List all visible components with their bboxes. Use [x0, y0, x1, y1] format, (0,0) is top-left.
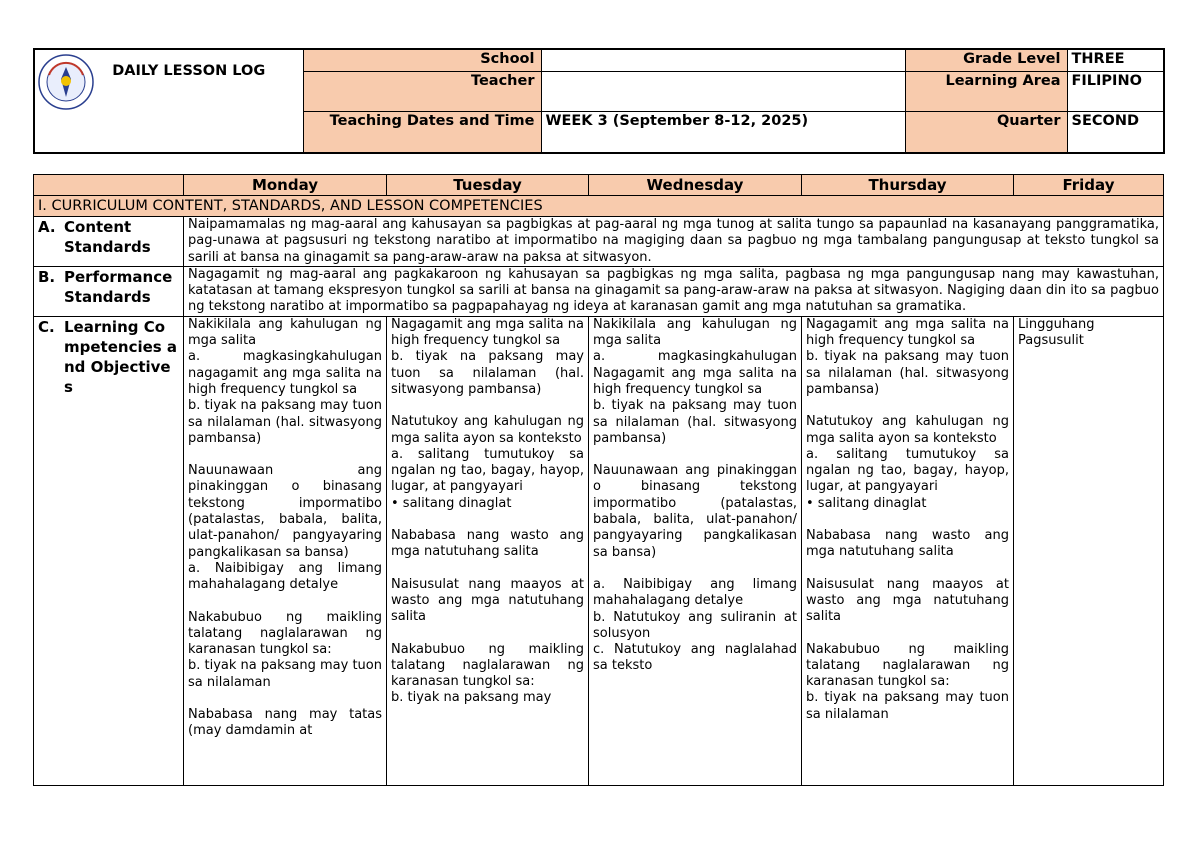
performance-standards-label: Performance Standards [64, 267, 173, 306]
page-title: DAILY LESSON LOG [112, 63, 266, 79]
competency-line: b. tiyak na paksang may [391, 690, 552, 706]
competency-line: a. Naibibigay ang limang mahahalagang detalye [593, 576, 797, 609]
competency-line: b. tiyak na paksang may tuon sa nilalaman (hal. sitwasyong pambansa) [806, 349, 1009, 397]
competency-line: b. Natutukoy ang suliranin at solusyon [593, 609, 797, 641]
day-wednesday: Wednesday [589, 175, 802, 196]
spacer [593, 561, 797, 577]
competency-line: Nababasa nang wasto ang mga natutuhang salita [391, 528, 584, 560]
competency-line: Nakabubuo ng maikling talatang naglalarawan ng karanasan tungkol sa: [188, 609, 382, 658]
spacer [806, 512, 1009, 528]
content-standards-label-cell [34, 217, 184, 267]
competencies-monday [184, 316, 387, 785]
spacer [391, 561, 584, 577]
competencies-label-cell [34, 316, 184, 785]
competency-line: a. magkasingkahulugan Nagagamit ang mga salita na high frequency tungkol sa [593, 349, 797, 397]
competency-line: Nauunawaan ang pinakinggan o binasang tekstong impormatibo (patalastas, babala, balita, ulat-panahon/ pangyayaring pangkalikasan sa bansa) [188, 463, 382, 560]
content-standards-label: Content Standards [64, 218, 151, 256]
competency-line: Lingguhang Pagsusulit [1018, 316, 1095, 349]
competency-line: Nakabubuo ng maikling talatang naglalarawan ng karanasan tungkol sa: [806, 641, 1009, 690]
competencies-row [34, 316, 1164, 785]
school-value [541, 49, 905, 71]
section-row [34, 196, 1164, 217]
content-standards-letter: A. [38, 218, 56, 236]
spacer [806, 561, 1009, 577]
spacer [806, 398, 1009, 414]
competency-line: Nababasa nang may tatas (may damdamin at [188, 707, 382, 739]
competency-line: b. tiyak na paksang may tuon sa nilalaman [806, 690, 1009, 722]
performance-standards-letter: B. [38, 267, 56, 286]
competencies-letter: C. [38, 317, 55, 336]
competency-line: a. magkasingkahulugan nagagamit ang mga salita na high frequency tungkol sa [188, 349, 382, 397]
spacer [806, 626, 1009, 642]
quarter-label: Quarter [905, 111, 1067, 153]
dates-label: Teaching Dates and Time [303, 111, 541, 153]
spacer [188, 691, 382, 707]
area-label: Learning Area [905, 71, 1067, 111]
performance-standards-label-cell [34, 266, 184, 316]
spacer [391, 626, 584, 642]
competency-line: b. tiyak na paksang may tuon sa nilalaman (hal. sitwasyong pambansa) [593, 398, 797, 446]
spacer [391, 512, 584, 528]
teacher-label: Teacher [303, 71, 541, 111]
teacher-value [541, 71, 905, 111]
quarter-value: SECOND [1067, 111, 1164, 153]
competency-line: • salitang dinaglat [806, 495, 927, 511]
competency-line: Naisusulat nang maayos at wasto ang mga natutuhang salita [391, 576, 584, 625]
grade-value: THREE [1067, 49, 1164, 71]
competency-line: Natutukoy ang kahulugan ng mga salita ayon sa konteksto [391, 414, 584, 446]
competency-line: Nakabubuo ng maikling talatang naglalarawan ng karanasan tungkol sa: [391, 641, 584, 690]
title-cell [34, 49, 303, 153]
content-standards-text: Naipamamalas ng mag-aaral ang kahusayan sa pagbigkas at pag-aaral ng mga tunog at salita tungo sa papaunlad na kasanayang panggramatika, pag-unawa at pagsusuri ng tekstong naratibo at impormatibo na magiging daan sa pagbuo ng mga tambalang pangungusap at teksto tungkol sa sarili at bansa na ginagamit sa pang-araw-araw na paksa at sitwasyon. [184, 217, 1164, 267]
competency-line: Nakikilala ang kahulugan ng mga salita [593, 316, 797, 349]
spacer [593, 447, 797, 463]
competency-line: Nakikilala ang kahulugan ng mga salita [188, 316, 382, 349]
competency-line: Nababasa nang wasto ang mga natutuhang salita [806, 528, 1009, 560]
competency-line: • salitang dinaglat [391, 495, 512, 511]
spacer [391, 398, 584, 414]
content-standards-row [34, 217, 1164, 267]
lesson-log-table [33, 174, 1164, 786]
competency-line: Naisusulat nang maayos at wasto ang mga natutuhang salita [806, 576, 1009, 625]
header-table [33, 48, 1165, 154]
corner-cell [34, 175, 184, 196]
competency-line: Natutukoy ang kahulugan ng mga salita ayon sa konteksto [806, 414, 1009, 446]
competency-line: b. tiyak na paksang may tuon sa nilalaman (hal. sitwasyong pambansa) [391, 349, 584, 397]
competency-line: a. Naibibigay ang limang mahahalagang detalye [188, 560, 382, 593]
performance-standards-row [34, 266, 1164, 316]
competency-line: c. Natutukoy ang naglalahad sa teksto [593, 642, 797, 674]
competencies-label: Learning Competencies and Objectives [64, 317, 178, 396]
day-friday: Friday [1014, 175, 1164, 196]
spacer [188, 594, 382, 610]
competency-line: Nagagamit ang mga salita na high frequency tungkol sa [391, 316, 584, 349]
spacer [188, 447, 382, 463]
school-label: School [303, 49, 541, 71]
dates-value: WEEK 3 (September 8-12, 2025) [541, 111, 905, 153]
competency-line: Nauunawaan ang pinakinggan o binasang tekstong impormatibo (patalastas, babala, balita, ulat-panahon/ pangyayaring pangkalikasan sa bansa) [593, 463, 797, 560]
day-tuesday: Tuesday [387, 175, 589, 196]
competencies-thursday [802, 316, 1014, 785]
day-monday: Monday [184, 175, 387, 196]
competencies-wednesday [589, 316, 802, 785]
deped-seal-icon [37, 53, 95, 111]
competency-line: a. salitang tumutukoy sa ngalan ng tao, bagay, hayop, lugar, at pangyayari [806, 446, 1009, 495]
competency-line: b. tiyak na paksang may tuon sa nilalaman (hal. sitwasyong pambansa) [188, 398, 382, 446]
day-header-row [34, 175, 1164, 196]
competency-line: a. salitang tumutukoy sa ngalan ng tao, bagay, hayop, lugar, at pangyayari [391, 446, 584, 495]
competency-line: b. tiyak na paksang may tuon sa nilalaman [188, 658, 382, 690]
day-thursday: Thursday [802, 175, 1014, 196]
competencies-friday [1014, 316, 1164, 785]
section-heading: I. CURRICULUM CONTENT, STANDARDS, AND LESSON COMPETENCIES [34, 196, 1164, 217]
competency-line: Nagagamit ang mga salita na high frequency tungkol sa [806, 316, 1009, 349]
grade-label: Grade Level [905, 49, 1067, 71]
competencies-tuesday [387, 316, 589, 785]
area-value: FILIPINO [1067, 71, 1164, 111]
performance-standards-text: Nagagamit ng mag-aaral ang pagkakaroon ng kahusayan sa pagbigkas ng mga salita, pagbasa ng mga pangungusap nang may kawastuhan, katatasan at tamang ekspresyon tungkol sa sarili at bansa na ginagamit sa pang-araw-araw na paksa at sitwasyon. Nagiging daan din ito sa pagbuo ng tekstong naratibo at impormatibo sa pagpapahayag ng ideya at karanasan gamit ang mga natutuhan sa gramatika. [184, 266, 1164, 316]
